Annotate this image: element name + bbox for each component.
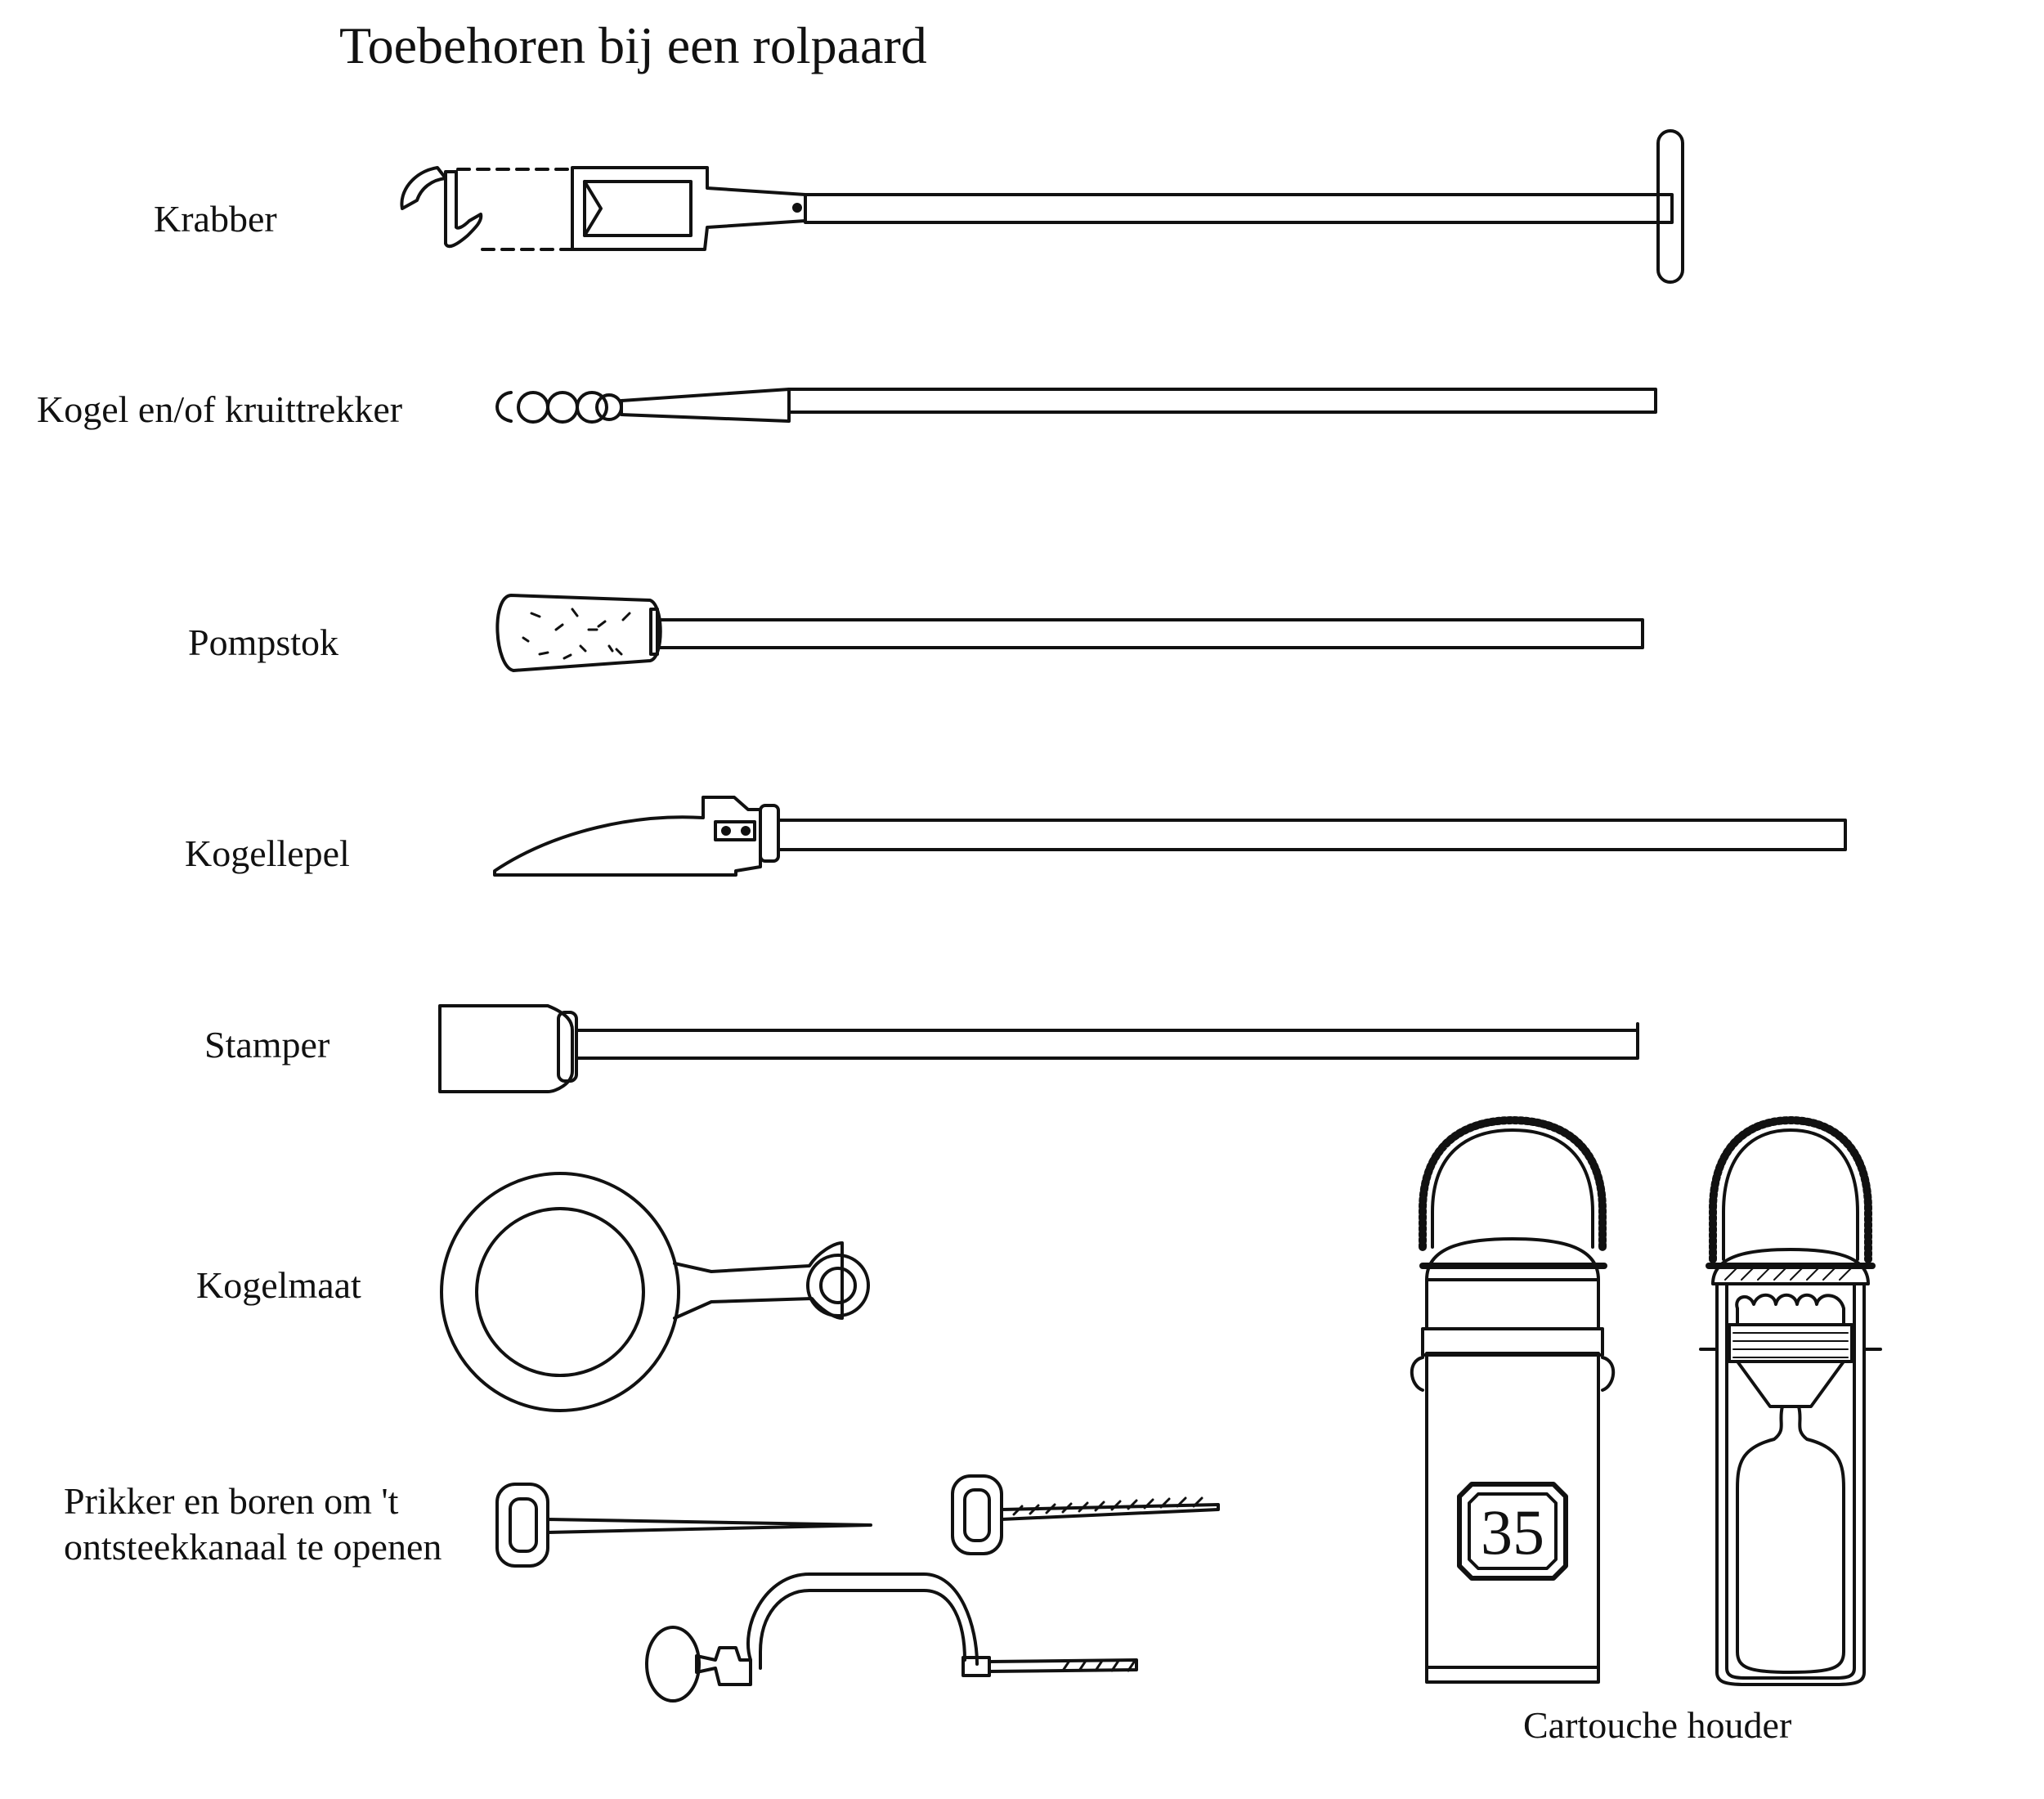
label-stamper: Stamper — [204, 1024, 330, 1065]
label-prikker-line1: Prikker en boren om 't — [64, 1480, 399, 1522]
label-prikker-line2: ontsteekkanaal te openen — [64, 1526, 442, 1568]
label-kogeltrekker: Kogel en/of kruittrekker — [37, 388, 403, 430]
pompstok-drawing — [497, 595, 1643, 671]
krabber-drawing — [401, 131, 1683, 282]
label-cartouche: Cartouche houder — [1523, 1704, 1792, 1746]
kogellepel-drawing — [495, 797, 1845, 875]
kogeltrekker-drawing — [497, 389, 1656, 422]
prikker-drawing — [497, 1476, 1218, 1701]
label-kogellepel: Kogellepel — [185, 832, 350, 874]
cartouche-number: 35 — [1481, 1496, 1544, 1568]
stamper-drawing — [440, 1006, 1638, 1092]
kogelmaat-drawing — [442, 1173, 868, 1411]
label-pompstok: Pompstok — [188, 621, 339, 663]
label-kogelmaat: Kogelmaat — [196, 1264, 361, 1306]
cartouche-open-drawing — [1701, 1120, 1880, 1685]
cartouche-closed-drawing — [1412, 1120, 1613, 1682]
page-title: Toebehoren bij een rolpaard — [339, 16, 927, 74]
label-krabber: Krabber — [154, 198, 277, 240]
